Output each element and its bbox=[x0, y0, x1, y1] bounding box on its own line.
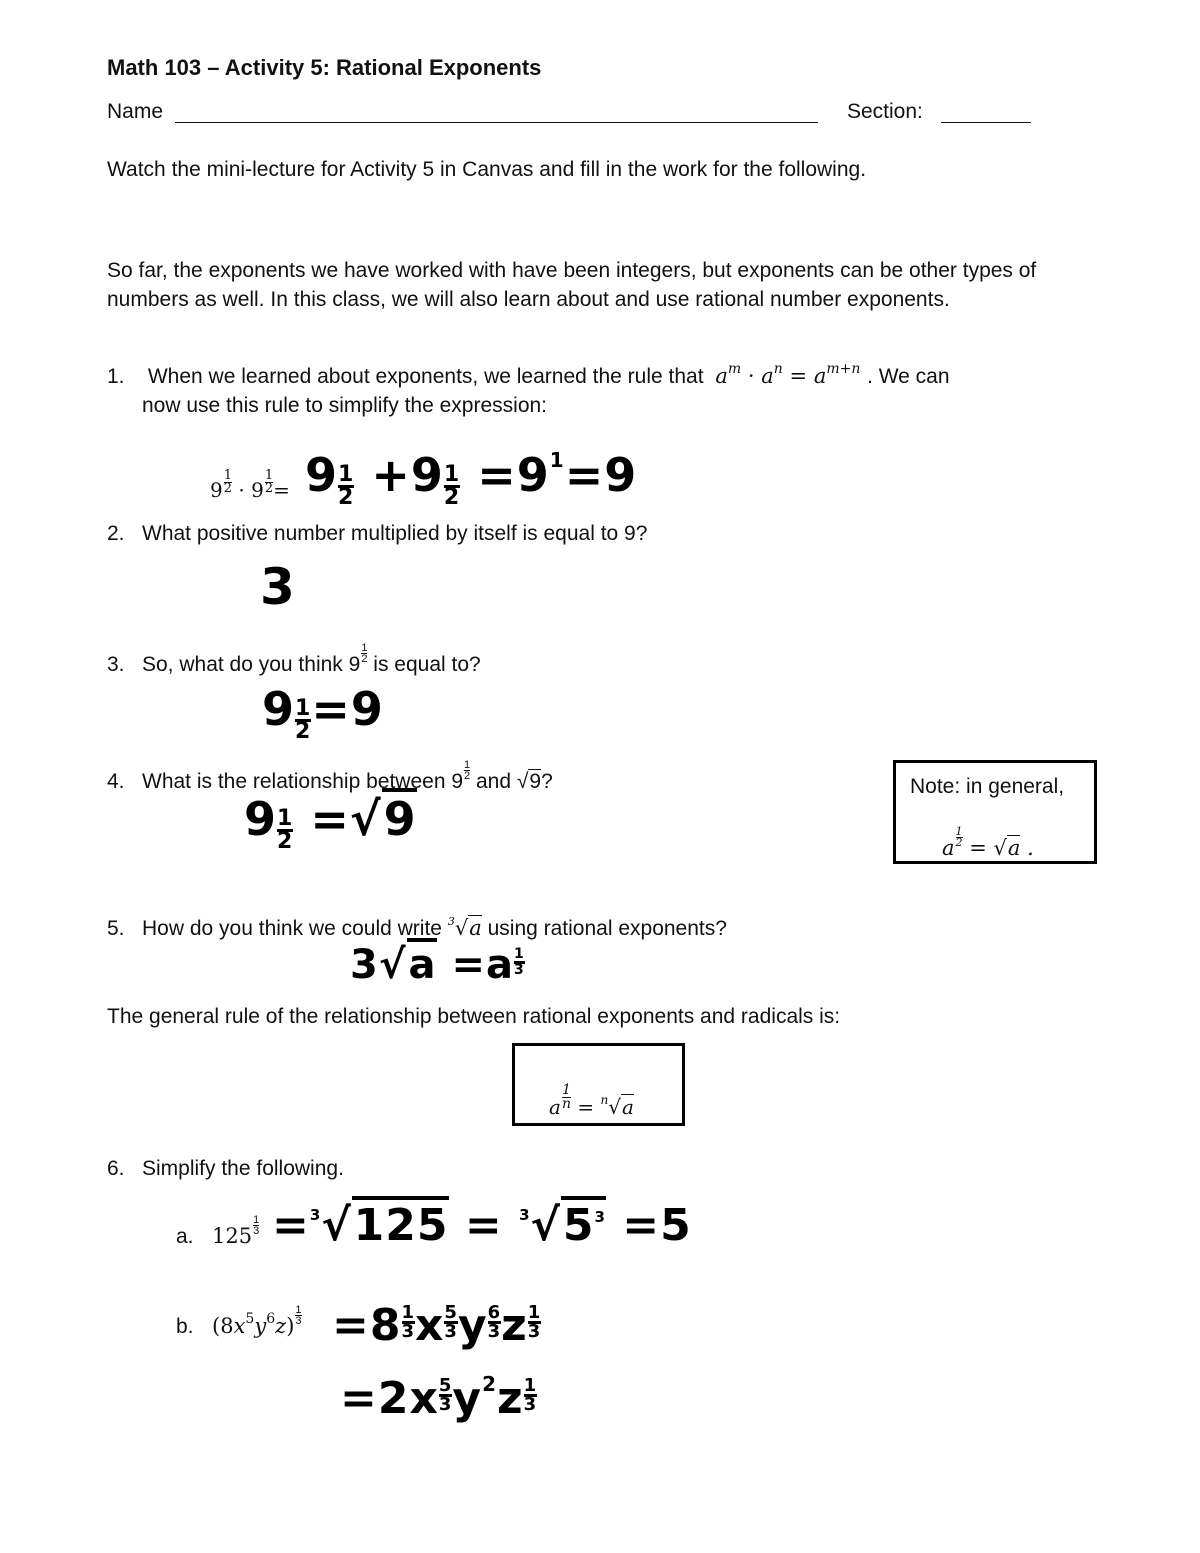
name-field[interactable] bbox=[175, 122, 818, 123]
question-1-expression: 9 $\frac{1}{2}$ · 9 $\frac{1}{2}$ = bbox=[210, 468, 290, 502]
question-1: 1. When we learned about exponents, we learned the rule that $a^m \cdot a^n = a^{m+n}$ . We can bbox=[107, 361, 950, 388]
question-6: 6. Simplify the following. bbox=[107, 1157, 344, 1180]
section-label: Section: bbox=[847, 100, 923, 123]
question-2: 2. What positive number multiplied by itself is equal to 9? bbox=[107, 522, 648, 545]
question-6a: a. 125 $\frac{1}{3}$ bbox=[176, 1214, 260, 1248]
page-title: Math 103 – Activity 5: Rational Exponents bbox=[107, 55, 542, 80]
question-3-handwritten-answer: 9 $\frac{1}{2}$ =9 bbox=[262, 682, 384, 744]
note-box bbox=[893, 760, 1097, 864]
question-5-handwritten-answer: 3√a =a $\frac{1}{3}$ bbox=[350, 942, 525, 988]
note-text: Note: in general, bbox=[910, 775, 1065, 798]
general-rule-text: The general rule of the relationship between rational exponents and radicals is: bbox=[107, 1005, 841, 1028]
question-3: 3. So, what do you think 9 $\frac{1}{2}$ is equal to? bbox=[107, 642, 481, 676]
instruction-text: Watch the mini-lecture for Activity 5 in Canvas and fill in the work for the following. bbox=[107, 158, 867, 181]
question-4: 4. What is the relationship between 9 $\frac{1}{2}$ and √9? bbox=[107, 759, 553, 793]
exponent-rule: $a^m \cdot a^n = a^{m+n}$ bbox=[715, 361, 861, 388]
general-rule-formula: a $\frac{1}{n}$ = $^n$√a bbox=[549, 1082, 634, 1119]
question-1-line2: now use this rule to simplify the expression: bbox=[142, 394, 548, 417]
question-5: 5. How do you think we could write $^3$√a using rational exponents? bbox=[107, 915, 727, 940]
section-field[interactable] bbox=[941, 122, 1031, 123]
question-text: When we learned about exponents, we learned the rule that bbox=[147, 365, 704, 388]
question-6b: b. $(8x^5y^6z)$ $\frac{1}{3}$ bbox=[176, 1304, 302, 1338]
question-6b-handwritten-line2: =2x $\frac{5}{3}$ $y^2z$ $\frac{1}{3}$ bbox=[340, 1372, 538, 1424]
question-number: 1. bbox=[107, 365, 125, 388]
name-label: Name bbox=[107, 100, 164, 123]
question-6b-handwritten-line1: =8 $\frac{1}{3}$ x $\frac{5}{3}$ y $\frac{6}{3}$ z $\frac{1}{3}$ bbox=[332, 1300, 542, 1351]
question-2-handwritten-answer: 3 bbox=[260, 558, 296, 616]
note-formula: a $\frac{1}{2}$ = √a . bbox=[942, 825, 1034, 860]
general-rule-box bbox=[512, 1043, 685, 1126]
question-4-handwritten-answer: 9 $\frac{1}{2}$ =√9 bbox=[244, 792, 417, 852]
question-1-handwritten-answer: 9 $\frac{1}{2}$ +9 $\frac{1}{2}$ $=9^1=9$ bbox=[305, 448, 638, 510]
intro-paragraph: So far, the exponents we have worked with have been integers, but exponents can be other types of numbers as well. In this class, we will also learn about and use rational number exponents. bbox=[107, 259, 1037, 311]
question-6a-handwritten-answer: $=^3√125 = ^3√5^3 =5$ bbox=[272, 1200, 692, 1251]
